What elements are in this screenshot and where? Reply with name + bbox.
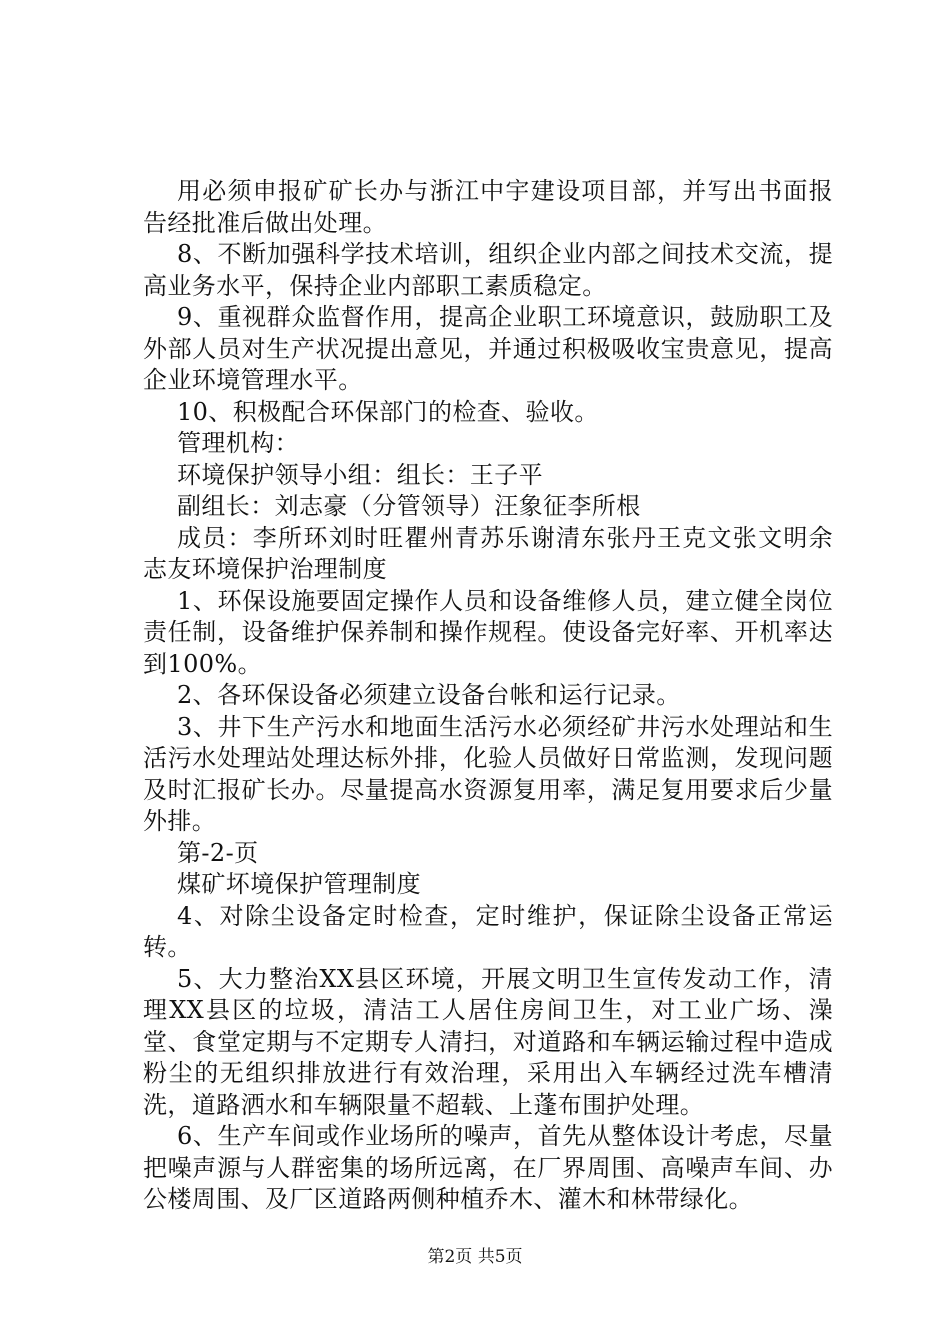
paragraph: 2、各环保设备必须建立设备台帐和运行记录。 — [177, 681, 681, 709]
paragraph: 5、大力整治XX县区环境，开展文明卫生宣传发动工作，清理XX县区的垃圾，清洁工人居住房间卫生，对工业广场、澡堂、食堂定期与不定期专人清扫，对道路和车辆运输过程中造成粉尘的无组织排放进行有效治理，采用出入车辆经过洗车槽清洗，道路洒水和车辆限量不超载、上蓬布围护处理。 — [143, 964, 833, 1119]
paragraph: 6、生产车间或作业场所的噪声，首先从整体设计考虑，尽量把噪声源与人群密集的场所远离，在厂界周围、高噪声车间、办公楼周围、及厂区道路两侧种植乔木、灌木和林带绿化。 — [143, 1122, 833, 1213]
paragraph: 用必须申报矿矿长办与浙江中宇建设项目部，并写出书面报告经批准后做出处理。 — [143, 177, 833, 237]
page-footer: 第2页 共5页 — [427, 1247, 523, 1267]
paragraph: 1、环保设施要固定操作人员和设备维修人员，建立健全岗位责任制，设备维护保养制和操作规程。使设备完好率、开机率达到100%。 — [143, 586, 833, 678]
paragraph: 4、对除尘设备定时检查，定时维护，保证除尘设备正常运转。 — [143, 901, 833, 961]
paragraph: 9、重视群众监督作用，提高企业职工环境意识，鼓励职工及外部人员对生产状况提出意见，并通过积极吸收宝贵意见，提高企业环境管理水平。 — [143, 303, 833, 394]
inline-page-marker: 第-2-页 — [177, 838, 259, 867]
paragraph: 8、不断加强科学技术培训，组织企业内部之间技术交流，提高业务水平，保持企业内部职工素质稳定。 — [143, 240, 833, 300]
paragraph: 环境保护领导小组：组长：王子平 — [177, 460, 543, 489]
paragraph: 10、积极配合环保部门的检查、验收。 — [177, 397, 599, 426]
paragraph: 成员：李所环刘时旺瞿州青苏乐谢清东张丹王克文张文明余志友环境保护治理制度 — [143, 523, 833, 583]
section-heading: 管理机构： — [177, 429, 299, 457]
section-heading: 煤矿坏境保护管理制度 — [177, 870, 421, 898]
document-body — [143, 176, 833, 1216]
paragraph: 副组长：刘志豪（分管领导）汪象征李所根 — [177, 492, 641, 520]
paragraph: 3、井下生产污水和地面生活污水必须经矿井污水处理站和生活污水处理站处理达标外排，化验人员做好日常监测，发现问题及时汇报矿长办。尽量提高水资源复用率，满足复用要求后少量外排。 — [143, 712, 833, 835]
